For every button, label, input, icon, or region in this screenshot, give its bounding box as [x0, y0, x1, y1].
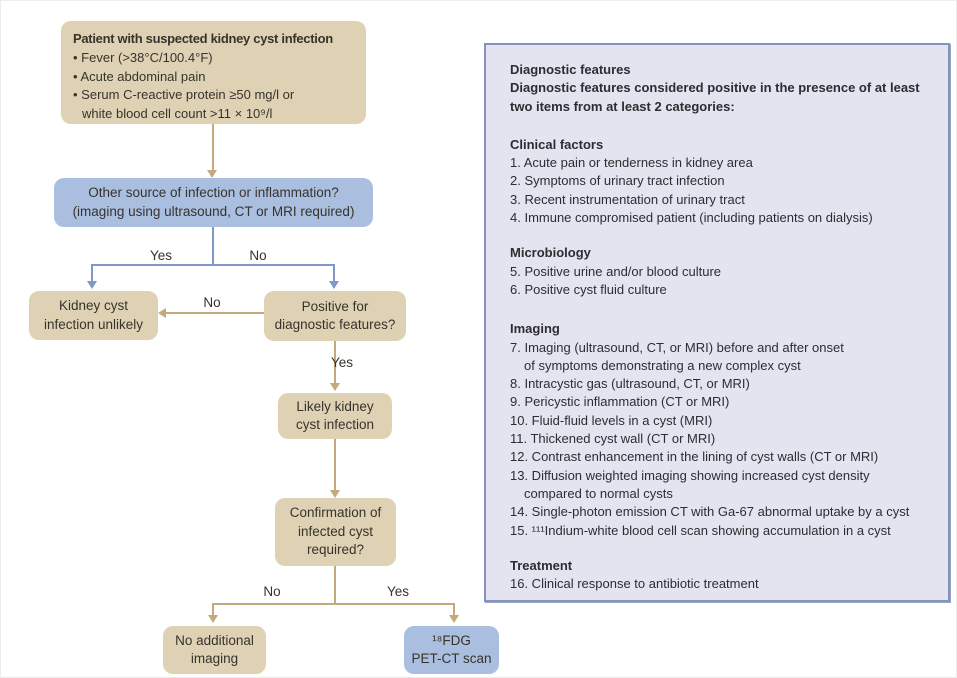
connector-question-branch [91, 264, 335, 266]
list-item: 12. Contrast enhancement in the lining of cyst walls (CT or MRI) [510, 449, 879, 465]
positive-features-question-box [264, 291, 406, 341]
connector-no-drop [333, 264, 335, 282]
section-heading: Imaging [510, 321, 560, 337]
start-box [61, 21, 366, 124]
list-item: 14. Single-photon emission CT with Ga-67 abnormal uptake by a cyst [510, 504, 910, 520]
branch-label-yes: Yes [330, 355, 354, 370]
other-source-question-box [54, 178, 373, 227]
list-item-continuation: compared to normal cysts [524, 485, 673, 501]
branch-label-no: No [249, 248, 267, 263]
section-heading: Clinical factors [510, 136, 604, 152]
arrowhead-down-icon [87, 281, 97, 289]
list-item: 11. Thickened cyst wall (CT or MRI) [510, 431, 716, 447]
list-item: 6. Positive cyst fluid culture [510, 281, 667, 297]
list-item: 9. Pericystic inflammation (CT or MRI) [510, 394, 730, 410]
likely-infection-box [278, 393, 392, 439]
list-item: 5. Positive urine and/or blood culture [510, 263, 722, 279]
arrowhead-down-icon [329, 281, 339, 289]
connector-confirmation-stem [334, 566, 336, 604]
connector-confirmation-branch [212, 603, 455, 605]
section-heading: Treatment [510, 557, 573, 573]
section-clinical-factors [510, 136, 930, 227]
positive-features-line: diagnostic features? [274, 317, 396, 332]
connector-no-to-unlikely [165, 312, 264, 314]
no-additional-imaging-line: No additional [175, 632, 254, 648]
other-source-question-line: Other source of infection or inflammation? [88, 185, 339, 200]
list-item: 8. Intracystic gas (ultrasound, CT, or MRI) [510, 376, 750, 392]
section-microbiology [510, 244, 930, 299]
start-box-title: Patient with suspected kidney cyst infection [73, 31, 333, 46]
arrowhead-down-icon [330, 490, 340, 498]
connector-question-stem [212, 227, 214, 265]
branch-label-yes: Yes [149, 248, 173, 263]
panel-subtitle-line: Diagnostic features considered positive in the presence of at least [510, 80, 920, 96]
list-item: 10. Fluid-fluid levels in a cyst (MRI) [510, 412, 713, 428]
arrowhead-left-icon [158, 308, 166, 318]
no-additional-imaging-line: imaging [190, 651, 239, 666]
arrowhead-down-icon [330, 383, 340, 391]
panel-title: Diagnostic features [510, 62, 631, 77]
connector-likely-to-confirmation [334, 439, 336, 491]
kidney-cyst-unlikely-line: Kidney cyst [58, 298, 129, 313]
list-item: 13. Diffusion weighted imaging showing increased cyst density [510, 467, 870, 483]
start-box-bullet: • Fever (>38°C/100.4°F) [73, 50, 213, 65]
kidney-cyst-unlikely-box [29, 291, 158, 340]
list-item: 3. Recent instrumentation of urinary tract [510, 191, 745, 207]
confirmation-question-line: required? [306, 542, 365, 558]
kidney-cyst-unlikely-line: infection unlikely [43, 316, 144, 332]
arrowhead-down-icon [449, 615, 459, 623]
fdg-petct-box [404, 626, 499, 674]
list-item: 16. Clinical response to antibiotic treatment [510, 576, 759, 592]
diagnostic-features-panel [484, 43, 950, 602]
list-item: 7. Imaging (ultrasound, CT, or MRI) before and after onset [510, 339, 844, 355]
arrowhead-down-icon [208, 615, 218, 623]
list-item: 15. ¹¹¹Indium-white blood cell scan showing accumulation in a cyst [510, 522, 891, 538]
confirmation-question-line: infected cyst [297, 523, 374, 539]
start-box-bullet: • Acute abdominal pain [73, 68, 206, 84]
start-box-bullet-continuation: white blood cell count >11 × 10⁹/l [82, 105, 273, 121]
list-item-continuation: of symptoms demonstrating a new complex cyst [524, 357, 801, 373]
connector-yes-drop [91, 264, 93, 282]
likely-infection-line: cyst infection [295, 417, 375, 432]
arrowhead-down-icon [207, 170, 217, 178]
list-item: 4. Immune compromised patient (including patients on dialysis) [510, 210, 873, 226]
confirmation-question-line: Confirmation of [289, 505, 382, 521]
list-item: 2. Symptoms of urinary tract infection [510, 173, 725, 189]
no-additional-imaging-box [163, 626, 266, 674]
fdg-petct-line: ¹⁸FDG [432, 632, 471, 648]
section-heading: Microbiology [510, 245, 591, 261]
list-item: 1. Acute pain or tenderness in kidney area [510, 155, 753, 171]
positive-features-line: Positive for [301, 298, 369, 314]
start-box-bullet: • Serum C-reactive protein ≥50 mg/l or [73, 87, 295, 103]
confirmation-question-box [275, 498, 396, 566]
other-source-question-line: (imaging using ultrasound, CT or MRI required) [72, 203, 355, 219]
branch-label-yes: Yes [386, 584, 410, 599]
branch-label-no: No [203, 295, 221, 310]
connector-start-to-question [212, 124, 214, 171]
fdg-petct-line: PET-CT scan [411, 651, 492, 666]
panel-subtitle-line: two items from at least 2 categories: [510, 98, 735, 114]
branch-label-no: No [263, 584, 281, 599]
likely-infection-line: Likely kidney [296, 398, 374, 414]
section-treatment [510, 557, 930, 594]
section-imaging [510, 320, 930, 540]
